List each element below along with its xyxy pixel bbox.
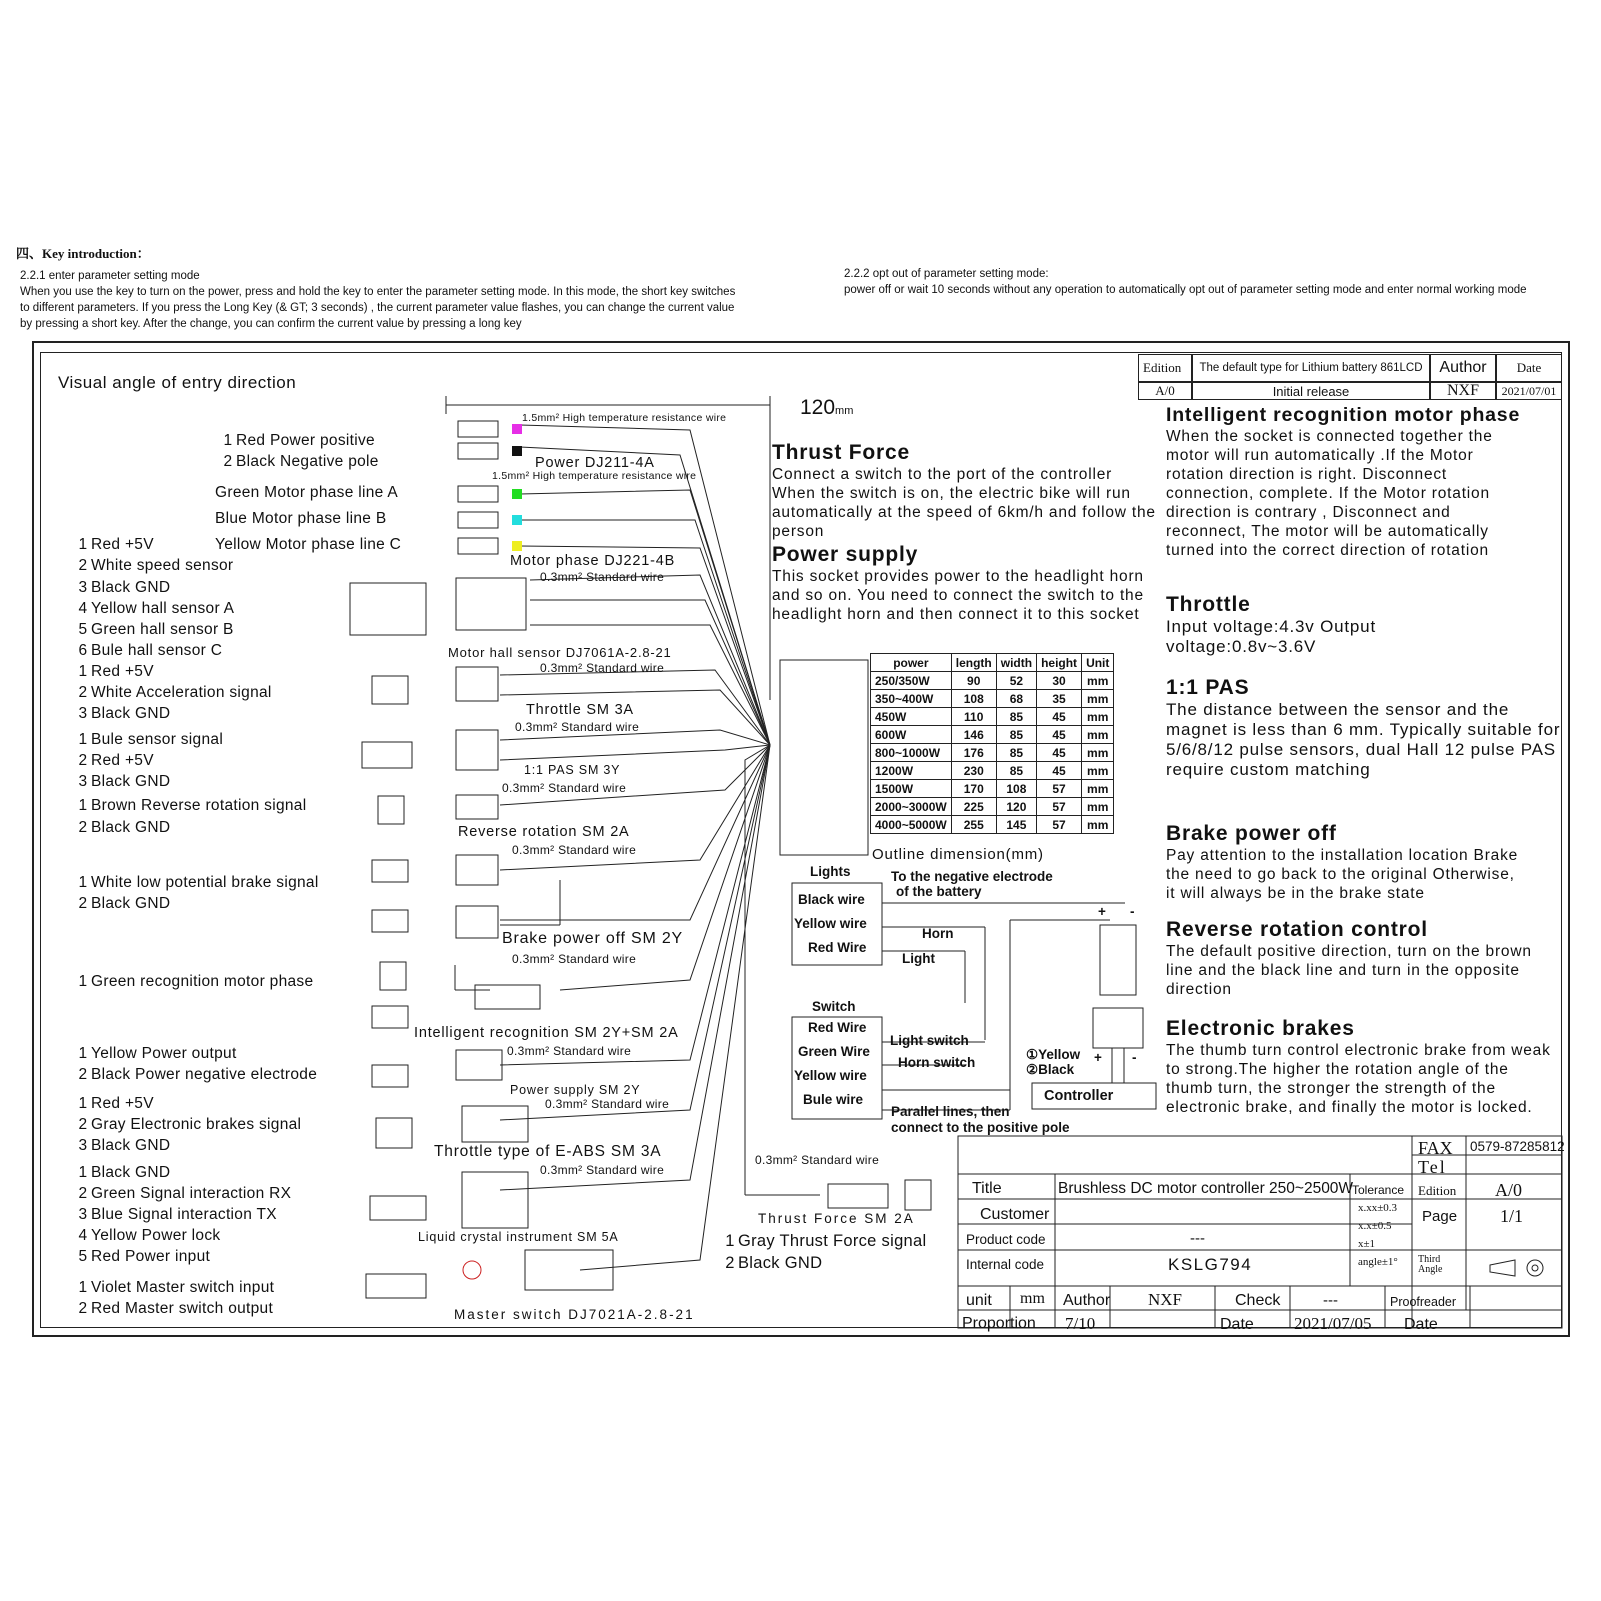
connector-label: Motor hall sensor DJ7061A-2.8-21 (448, 645, 672, 660)
connector-label: Brake power off SM 2Y (502, 930, 684, 947)
pin-label: 1 Violet Master switch input (78, 1279, 275, 1296)
pin-label: 2 Black GND (78, 895, 171, 912)
section-brake-power-off: Brake power off Pay attention to the installation location Brake the need to go back to the original Otherwise, it will always be in the brake state (1166, 822, 1519, 902)
minus-sign: - (1130, 904, 1135, 919)
unit-label: unit (966, 1292, 992, 1309)
wire-tip (512, 489, 522, 499)
connector-label: 1:1 PAS SM 3Y (524, 763, 621, 777)
key-intro-title: 四、Key introduction： (16, 246, 150, 261)
high-temp-wire-label: 1.5mm² High temperature resistance wire (522, 412, 727, 424)
connector-label: Master switch DJ7021A-2.8-21 (454, 1307, 695, 1322)
section-pas: 1:1 PAS The distance between the sensor and the magnet is less than 6 mm. Typically suitable for 5/6/8/12 pulse sensors, dual Hall 12 pulse PAS require custom matching (1166, 676, 1561, 779)
pin-label: 2 Black GND (78, 819, 171, 836)
of-battery-label: of the battery (896, 884, 982, 899)
table-row: 600W 146 85 45 mm (871, 726, 1114, 744)
tolerance-value: x.xx±0.3 (1358, 1202, 1398, 1214)
wire-label: Yellow wire (794, 1068, 867, 1083)
pin-label: 1 Red Power positive (223, 432, 375, 449)
controller-label: Controller (1044, 1088, 1114, 1104)
plus-sign: + (1098, 904, 1106, 919)
rev-edition-label: Edition (1138, 354, 1192, 382)
pin-label: 1 Bule sensor signal (78, 731, 224, 748)
pin-label: 5 Red Power input (78, 1248, 211, 1265)
wire-label: Red Wire (808, 940, 867, 955)
pin-label: 2 White Acceleration signal (78, 684, 272, 701)
minus-sign: - (1132, 1050, 1137, 1065)
pin-label: Green Motor phase line A (215, 484, 398, 501)
positive-pole-label: connect to the positive pole (891, 1120, 1070, 1135)
page-value: 1/1 (1500, 1206, 1524, 1226)
black-pin-label: ②Black (1026, 1062, 1075, 1077)
standard-wire-label: 0.3mm² Standard wire (545, 1097, 670, 1111)
light-label: Light (902, 951, 935, 966)
enter-mode-line: When you use the key to turn on the power, press and hold the key to enter the parameter setting mode. In this mode, the short key switches (20, 286, 736, 298)
section-intelligent-recognition: Intelligent recognition motor phase When the socket is connected together the motor will run automatically .If the Motor rotation direction is right. Disconnect connection, complete. If the Motor rotation direction is contrary , Disconnect and reconnect, The motor will be automatically turned into the correct direction of rotation (1166, 404, 1521, 559)
proportion-value: 7/10 (1065, 1314, 1096, 1333)
pin-label: 2 Green Signal interaction RX (78, 1185, 292, 1202)
pin-label: 4 Yellow Power lock (78, 1227, 221, 1244)
rev-edition-desc: The default type for Lithium battery 861LCD (1192, 354, 1430, 382)
edition-value: A/0 (1495, 1180, 1522, 1200)
connector-label: Motor phase DJ221-4B (510, 553, 676, 569)
tolerance-value: x±1 (1358, 1238, 1376, 1250)
standard-wire-label: 0.3mm² Standard wire (540, 661, 665, 675)
pin-label: 3 Black GND (78, 579, 171, 596)
pin-label: 2 Black GND (725, 1254, 823, 1272)
standard-wire-label: 0.3mm² Standard wire (507, 1044, 632, 1058)
proofreader-label: Proofreader (1390, 1295, 1457, 1309)
table-row: 2000~3000W 225 120 57 mm (871, 798, 1114, 816)
wire-tip (512, 541, 522, 551)
plus-sign: + (1094, 1050, 1102, 1065)
parallel-label: Parallel lines, then (891, 1104, 1010, 1119)
internal-code-value: KSLG794 (1168, 1255, 1253, 1274)
pin-label: 3 Black GND (78, 705, 171, 722)
switch-label: Switch (812, 999, 856, 1014)
table-row: 250/350W 90 52 30 mm (871, 672, 1114, 690)
pin-label: 3 Black GND (78, 1137, 171, 1154)
pin-label: 2 Red +5V (78, 752, 154, 769)
edition-label: Edition (1418, 1183, 1457, 1198)
horn-switch-label: Horn switch (898, 1055, 976, 1070)
rev-date-label: Date (1496, 354, 1562, 382)
pin-label: 1 Gray Thrust Force signal (725, 1232, 927, 1250)
pin-label: 1 Red +5V (78, 663, 154, 680)
connector-label: Liquid crystal instrument SM 5A (418, 1230, 619, 1244)
third-angle-label: Third Angle (1418, 1254, 1443, 1275)
author-value: NXF (1148, 1290, 1183, 1309)
tolerance-label: Tolerance (1352, 1183, 1405, 1197)
pin-label: 2 Black Negative pole (223, 453, 379, 470)
pin-label: 2 White speed sensor (78, 557, 234, 574)
page-label: Page (1422, 1208, 1458, 1225)
section-reverse-rotation: Reverse rotation control The default positive direction, turn on the brown line and the black line and turn in the opposite direction (1166, 918, 1532, 998)
connector-label: Reverse rotation SM 2A (458, 824, 630, 840)
pin-label: 4 Yellow hall sensor A (78, 600, 235, 617)
table-row: 4000~5000W 255 145 57 mm (871, 816, 1114, 834)
yellow-pin-label: ①Yellow (1026, 1047, 1081, 1062)
wire-tip (512, 424, 522, 434)
connector-label: Intelligent recognition SM 2Y+SM 2A (414, 1025, 679, 1041)
section-electronic-brakes: Electronic brakes The thumb turn control electronic brake from weak to strong.The higher the rotation angle of the thumb turn, the stronger the strength of the electronic brake, and finally the motor is locked. (1166, 1017, 1551, 1116)
dimension-value: 120mm (800, 396, 854, 419)
rev-release: Initial release (1192, 382, 1430, 400)
enter-mode-heading: 2.2.1 enter parameter setting mode (20, 270, 200, 282)
standard-wire-label: 0.3mm² Standard wire (515, 720, 640, 734)
pin-label: 1 White low potential brake signal (78, 874, 319, 891)
date-value: 2021/07/05 (1294, 1314, 1372, 1333)
wire-label: Bule wire (803, 1092, 864, 1107)
connector-label: Power supply SM 2Y (510, 1083, 641, 1097)
enter-mode-line: by pressing a short key. After the change, you can confirm the current value by pressing a long key (20, 318, 522, 330)
check-value: --- (1323, 1292, 1338, 1309)
connector-label: Power DJ211-4A (535, 455, 655, 471)
proportion-label: Proportion (962, 1315, 1036, 1332)
pin-label: 5 Green hall sensor B (78, 621, 234, 638)
pin-label: 2 Black Power negative electrode (78, 1066, 318, 1083)
table-row: 450W 110 85 45 mm (871, 708, 1114, 726)
connector-label: Throttle type of E-ABS SM 3A (434, 1143, 662, 1160)
connector-label: Throttle SM 3A (526, 702, 634, 718)
wire-label: Yellow wire (794, 916, 867, 931)
pin-label: 1 Red +5V (78, 536, 154, 553)
unit-value: mm (1020, 1290, 1045, 1307)
pin-label: 1 Yellow Power output (78, 1045, 237, 1062)
pin-label: 6 Bule hall sensor C (78, 642, 223, 659)
wire-tip (512, 515, 522, 525)
standard-wire-label: 0.3mm² Standard wire (540, 570, 665, 584)
wire-label: Black wire (798, 892, 865, 907)
high-temp-wire-label: 1.5mm² High temperature resistance wire (492, 470, 697, 482)
fax-label: FAX (1418, 1138, 1453, 1158)
wire-label: Green Wire (798, 1044, 870, 1059)
table-row: 800~1000W 176 85 45 mm (871, 744, 1114, 762)
enter-mode-line: to different parameters. If you press the Long Key (& GT; 3 seconds) , the current parameter value flashes, you can change the current value (20, 302, 735, 314)
pin-label: 3 Black GND (78, 773, 171, 790)
connector-label: Thrust Force SM 2A (758, 1211, 915, 1226)
tolerance-value: angle±1° (1358, 1256, 1398, 1268)
table-row: 1200W 230 85 45 mm (871, 762, 1114, 780)
product-code-value: --- (1190, 1230, 1205, 1247)
pin-label: 2 Red Master switch output (78, 1300, 274, 1317)
table-row: 1500W 170 108 57 mm (871, 780, 1114, 798)
pin-label: 3 Blue Signal interaction TX (78, 1206, 277, 1223)
check-label: Check (1235, 1292, 1281, 1309)
light-switch-label: Light switch (890, 1033, 969, 1048)
standard-wire-label: 0.3mm² Standard wire (512, 952, 637, 966)
wire-tip (512, 446, 522, 456)
date2-label: Date (1404, 1316, 1438, 1333)
standard-wire-label: 0.3mm² Standard wire (755, 1153, 880, 1167)
lights-label: Lights (810, 864, 851, 879)
drawing-title: Brushless DC motor controller 250~2500W (1058, 1180, 1354, 1197)
title-label: Title (972, 1180, 1002, 1197)
rev-author-label: Author (1430, 354, 1496, 382)
to-negative-label: To the negative electrode (891, 869, 1053, 884)
customer-label: Customer (980, 1206, 1050, 1223)
visual-angle-label: Visual angle of entry direction (58, 373, 297, 392)
standard-wire-label: 0.3mm² Standard wire (512, 843, 637, 857)
wire-label: Red Wire (808, 1020, 867, 1035)
pin-label: Blue Motor phase line B (215, 510, 387, 527)
rev-date: 2021/07/01 (1496, 382, 1562, 400)
tolerance-value: x.x±0.5 (1358, 1220, 1392, 1232)
product-code-label: Product code (966, 1232, 1046, 1247)
pin-label: 1 Red +5V (78, 1095, 154, 1112)
pin-label: 1 Brown Reverse rotation signal (78, 797, 307, 814)
internal-code-label: Internal code (966, 1257, 1045, 1272)
outline-dimension-table: power length width height Unit 250/350W 90 52 30 mm 350~400W 108 68 35 mm 450W 110 85 45 mm 600W 146 85 45 mm 800~1000W 176 85 45 mm 1200W 230 85 45 mm 1500W 170 108 57 mm 2000~3000W 225 120 57 mm 4000~5000W 255 145 57 mm (870, 653, 1114, 834)
pin-label: 1 Green recognition motor phase (78, 973, 314, 990)
table-row: 350~400W 108 68 35 mm (871, 690, 1114, 708)
section-power-supply: Power supply This socket provides power to the headlight horn and so on. You need to connect the switch to the headlight horn and then connect it to this socket (772, 543, 1144, 623)
table-caption: Outline dimension(mm) (872, 846, 1044, 863)
tel-label: Tel (1418, 1157, 1447, 1177)
pin-label: Yellow Motor phase line C (215, 536, 402, 553)
horn-label: Horn (922, 926, 954, 941)
fax-number: 0579-87285812 (1470, 1139, 1565, 1154)
standard-wire-label: 0.3mm² Standard wire (502, 781, 627, 795)
author-label: Author (1063, 1292, 1111, 1309)
third-angle-symbol (1490, 1260, 1543, 1276)
section-thrust-force: Thrust Force Connect a switch to the port of the controller When the switch is on, the electric bike will run automatically at the speed of 6km/h and follow the person (772, 441, 1156, 540)
pin-label: 1 Black GND (78, 1164, 171, 1181)
exit-mode-heading: 2.2.2 opt out of parameter setting mode: (844, 268, 1049, 280)
rev-author: NXF (1430, 382, 1496, 400)
exit-mode-line: power off or wait 10 seconds without any operation to automatically opt out of parameter setting mode and enter normal working mode (844, 284, 1527, 296)
rev-edition-value: A/0 (1138, 382, 1192, 400)
pin-label: 2 Gray Electronic brakes signal (78, 1116, 302, 1133)
date-label: Date (1220, 1316, 1254, 1333)
standard-wire-label: 0.3mm² Standard wire (540, 1163, 665, 1177)
section-throttle: Throttle Input voltage:4.3v Output voltage:0.8v~3.6V (1166, 593, 1376, 656)
